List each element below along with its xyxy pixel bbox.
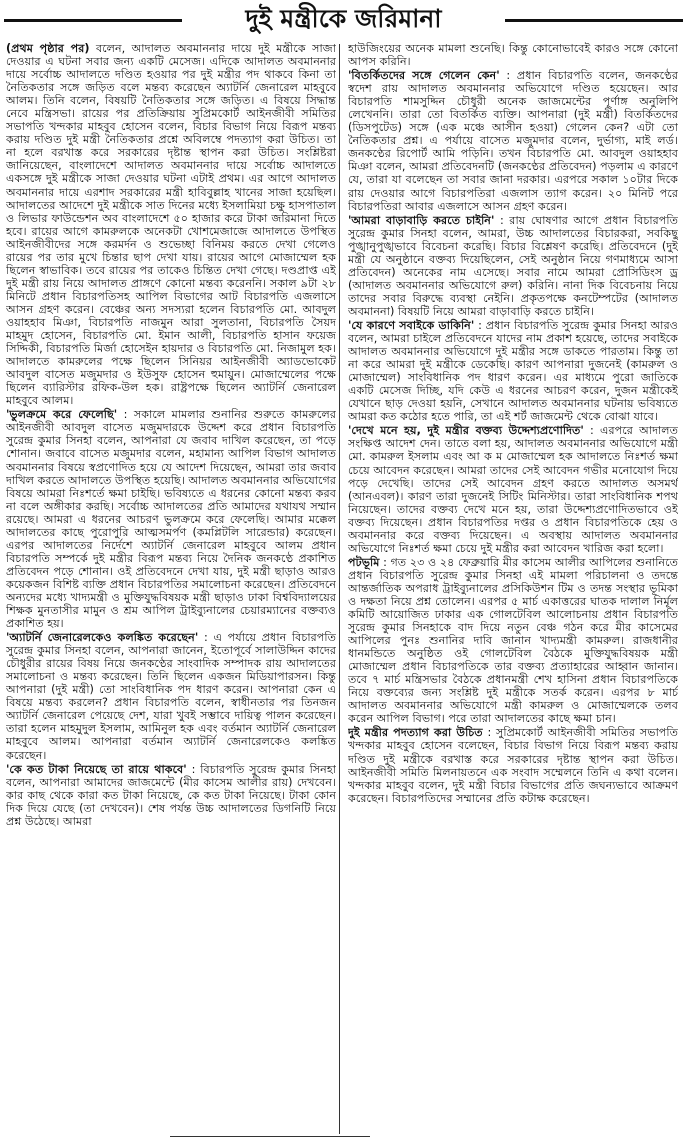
paragraph bbox=[348, 42, 678, 68]
bottom-rule bbox=[170, 1136, 370, 1147]
subheading: 'ভুলক্রমে করে ফেলেছি' bbox=[6, 408, 118, 422]
right-column bbox=[348, 42, 678, 1136]
headline: দুই মন্ত্রীকে জরিমানা bbox=[245, 4, 442, 33]
headline-rule-left bbox=[4, 19, 182, 22]
paragraph bbox=[6, 763, 336, 828]
headline-rule-right bbox=[505, 19, 683, 22]
subheading: পটভূমি bbox=[348, 555, 380, 569]
column-divider bbox=[339, 44, 340, 1134]
subheading: 'কে কত টাকা নিয়েছে তা রায়ে থাকবে' bbox=[6, 762, 187, 776]
subheading: 'আমরা বাড়াবাড়ি করতে চাইনি' bbox=[348, 213, 495, 227]
paragraph bbox=[348, 556, 678, 726]
paragraph bbox=[6, 42, 336, 407]
subheading: 'যে কারণে সবাইকে ডাকিনি' bbox=[348, 318, 475, 332]
subheading: দুই মন্ত্রীর পদত্যাগ করা উচিত bbox=[348, 726, 483, 740]
paragraph-text: : এ পর্যায়ে প্রধান বিচারপতি সুরেন্দ্র কুমার সিনহা বলেন, আপনারা জানেন, ইতোপূর্বে সালাউদ্দিন কাদের চৌধুরীর রায়ের বিষয় নিয়ে জনকণ্ঠের সাংবাদিক সম্পাদক রায় আদালতের সমালোচনা ও মন্তব্য করেছেন। তিনি ছিলেন একজন মিডিয়াপারসন। কিন্তু আপনারা (দুই মন্ত্রী) তো সাংবিধানিক পদ ধারণ করেন। আপনারা কেন এ বিষয়ে মন্তব্য করলেন? প্রধান বিচারপতি বলেন, স্বাধীনতার পর তিনজন অ্যাটর্নি জেনারেল পেয়েছে দেশ, যারা খুবই সম্ভাবে দায়িত্ব পালন করেছেন। তারা হলেন মাহমুদুল ইসলাম, আমিনুল হক এবং বর্তমান অ্যাটর্নি জেনারেল মাহবুবে আলম। আপনারা বর্তমান অ্যাটর্নি জেনারেলকেও কলঙ্কিত করেছেন। bbox=[6, 631, 336, 762]
paragraph-text: : সকালে মামলার শুনানির শুরুতে কামরুলের আইনজীবী আবদুল বাসেত মজুমদারকে উদ্দেশ করে প্রধান বিচারপতি সুরেন্দ্র কুমার সিনহা বলেন, আপনারা যে জবাব দাখিল করেছেন, তা পড়ে শোনান। জবাবে বাসেত মজুমদার বলেন, মহামান্য আপিল বিভাগ আদালত অবমাননার বিষয়ে স্বপ্রণোদিত হয়ে যে আদেশ দিয়েছেন, আমরা তার জবাব দাখিল করতে আদালতে উপস্থিত হয়েছি। আদালত অবমাননার অভিযোগের বিষয়ে আমরা নিঃশর্তে ক্ষমা চাইছি। ভবিষ্যতে এ ধরনের কোনো মন্তব্য করব না বলে অঙ্গীকার করছি। সর্বোচ্চ আদালতের প্রতি আমাদের যথাযথ সম্মান রয়েছে। আমরা এ ধরনের আচরণ ভুলক্রমে করে ফেলেছি। আমার মক্কেল আদালতের কাছে পুরোপুরি আত্মসমর্পণ (কমপ্লিটলি সারেন্ডার) করেছেন। এরপর আদালতের নির্দেশে অ্যাটর্নি জেনারেল মাহবুবে আলম প্রধান বিচারপতি সম্পর্কে দুই মন্ত্রীর বিরূপ মন্তব্য নিয়ে দৈনিক জনকণ্ঠে প্রকাশিত প্রতিবেদন পড়ে শোনান। ওই প্রতিবেদনে দেখা যায়, দুই মন্ত্রী ছাড়াও আরও কয়েকজন বিশিষ্ট ব্যক্তি প্রধান বিচারপতির সমালোচনা করেছেন। প্রতিবেদনে অন্যদের মধ্যে খাদ্যমন্ত্রী ও মুক্তিযুদ্ধবিষয়ক মন্ত্রী ছাড়াও ঢাকা বিশ্ববিদ্যালয়ের শিক্ষক মুনতাসীর মামুন ও শ্রম আপিল ট্রাইব্যুনালের চেয়ারম্যানের বক্তব্যও প্রকাশিত হয়। bbox=[6, 408, 336, 631]
headline-bar bbox=[0, 0, 687, 40]
subheading: (প্রথম পৃষ্ঠার পর) bbox=[6, 42, 90, 55]
paragraph-text: হাউজিংয়ের অনেক মামলা শুনেছি। কিন্তু কোনোভাবেই কারও সঙ্গে কোনো আপস করিনি। bbox=[348, 42, 678, 69]
paragraph bbox=[348, 214, 678, 318]
paragraph-text: : রায় ঘোষণার আগে প্রধান বিচারপতি সুরেন্দ্র কুমার সিনহা বলেন, আমরা, উচ্চ আদালতের বিচারকরা, সবকিছু পুঙ্খানুপুঙ্খভাবে বিবেচনা করেছি। বিচার বিশ্লেষণ করেছি। প্রতিবেদনে (দুই মন্ত্রী যে অনুষ্ঠানে বক্তব্য দিয়েছিলেন, সেই অনুষ্ঠান নিয়ে গণমাধ্যমে আসা প্রতিবেদন) অনেকের নাম এসেছে। সবার নামে আমরা প্রোসিডিংস ড্র (আদালত অবমাননার অভিযোগে রুল) করিনি। নানা দিক বিবেচনায় নিয়ে তাদের সবার বিরুদ্ধে ব্যবস্থা নেইনি। প্রকৃতপক্ষে কনটেম্পটের (আদালত অবমাননা) বিষয়টি নিয়ে আমরা বাড়াবাড়ি করতে চাইনি। bbox=[348, 213, 678, 318]
paragraph-text: বলেন, আদালত অবমাননার দায়ে দুই মন্ত্রীকে সাজা দেওয়ার এ ঘটনা সবার জন্য একটি মেসেজ। এদিকে আদালত অবমাননার দায়ে সর্বোচ্চ আদালতে দণ্ডিত হওয়ার পর দুই মন্ত্রীর পদ থাকবে কিনা তা নৈতিকতার সঙ্গে জড়িত বলে মন্তব্য করেছেন অ্যাটর্নি জেনারেল মাহবুবে আলম। তিনি বলেন, বিষয়টি নৈতিকতার সঙ্গে জড়িত। এ বিষয়ে সিদ্ধান্ত নেবে মন্ত্রিসভা। রায়ের পর প্রতিক্রিয়ায় সুপ্রিমকোর্ট আইনজীবী সমিতির সভাপতি খন্দকার মাহবুব হোসেন বলেন, বিচার বিভাগ নিয়ে বিরূপ মন্তব্য করায় দণ্ডিত দুই মন্ত্রী নৈতিকতার প্রশ্নে অবিলম্বে পদত্যাগ করা উচিত। তা না হলে বরখাস্ত করে সরকারের দৃষ্টান্ত স্থাপন করা উচিত। সংশ্লিষ্টরা জানিয়েছেন, বাংলাদেশে আদালত অবমাননার দায়ে সর্বোচ্চ আদালতে একসঙ্গে দুই মন্ত্রীকে সাজা দেওয়ার ঘটনা এটাই প্রথম। এর আগে আদালত অবমাননার দায়ে এরশাদ সরকারের মন্ত্রী হাবিবুল্লাহ খানের সাজা হয়েছিল। আদালতের আদেশে দুই মন্ত্রীকে সাত দিনের মধ্যে ইসলামিয়া চক্ষু হাসপাতাল ও লিভার ফাউন্ডেশন অব বাংলাদেশে ৫০ হাজার করে টাকা জরিমানা দিতে হবে। রায়ের আগে কামরুলকে অনেকটা খোশমেজাজে আদালতে উপস্থিত আইনজীবীদের সঙ্গে করমর্দন ও শুভেচ্ছা বিনিময় করতে দেখা গেলেও রায়ের পর তার মুখে চিন্তার ছাপ দেখা যায়। রায়ের আগে মোজাম্মেল হক ছিলেন স্বাভাবিক। তবে রায়ের পর তাকেও চিন্তিত দেখা গেছে। দণ্ডপ্রাপ্ত এই দুই মন্ত্রী রায় নিয়ে আদালত প্রাঙ্গণে কোনো মন্তব্য করেননি। সকাল ৯টা ২৮ মিনিটে প্রধান বিচারপতিসহ আপিল বিভাগের আট বিচারপতি এজলাসে আসন গ্রহণ করেন। বেঞ্চের অন্য সদস্যরা হলেন বিচারপতি মো. আবদুল ওয়াহহাব মিঞা, বিচারপতি নাজমুন আরা সুলতানা, বিচারপতি সৈয়দ মাহমুদ হোসেন, বিচারপতি মো. ইমান আলী, বিচারপতি হাসান ফয়েজ সিদ্দিকী, বিচারপতি মির্জা হোসেইন হায়দার ও বিচারপতি মো. নিজামুল হক। আদালতে কামরুলের পক্ষে ছিলেন সিনিয়র আইনজীবী অ্যাডভোকেট আবদুল বাসেত মজুমদার ও ইউসুফ হোসেন হুমায়ুন। মোজাম্মেলের পক্ষে ছিলেন ব্যারিস্টার রফিক-উল হক। রাষ্ট্রপক্ষে ছিলেন অ্যাটর্নি জেনারেল মাহবুবে আলম। bbox=[6, 42, 336, 408]
subheading: 'বিতর্কিতদের সঙ্গে গেলেন কেন' bbox=[348, 69, 500, 83]
paragraph bbox=[6, 631, 336, 761]
paragraph bbox=[6, 408, 336, 630]
paragraph-text: : এরপরে আদালত সংক্ষিপ্ত আদেশ দেন। তাতে বলা হয়, আদালত অবমাননার অভিযোগে মন্ত্রী মো. কামরুল ইসলাম এবং আ ক ম মোজাম্মেল হক আদালতে নিঃশর্ত ক্ষমা চেয়ে আবেদন করেছেন। আমরা তাদের সেই আবেদন গভীর মনোযোগ দিয়ে পড়ে দেখেছি। তাদের সেই আবেদন গ্রহণ করতে আদালত অসমর্থ (আনএবল)। কারণ তারা দুজনেই সিটিং মিনিস্টার। তারা সাংবিধানিক শপথ নিয়েছেন। তাদের বক্তব্য দেখে মনে হয়, তারা উদ্দেশ্যপ্রণোদিতভাবে ওই বক্তব্য দিয়েছেন। প্রধান বিচারপতির দপ্তর ও প্রধান বিচারপতিকে হেয় ও অবমাননার করে বক্তব্য দিয়েছেন। এ অবস্থায় আদালত অবমাননার অভিযোগে নিঃশর্ত ক্ষমা চেয়ে দুই মন্ত্রীর করা আবেদন খারিজ করা হলো। bbox=[348, 424, 678, 555]
paragraph-text: : প্রধান বিচারপতি বলেন, জনকণ্ঠের স্বদেশ রায় আদালত অবমাননার অভিযোগে দণ্ডিত হয়েছেন। আর বিচারপতি শামসুদ্দিন চৌধুরী অনেক জাজমেন্টের পূর্ণাঙ্গ অনুলিপি লেখেননি। তারা তো বিতর্কিত ব্যক্তি। আপনারা (দুই মন্ত্রী) বিতর্কিতদের (ডিসপুটেড) সঙ্গে (এক মঞ্চে আসীন হওয়া) গেলেন কেন? এটা তো নৈতিকতার প্রশ্ন। এ পর্যায়ে বাসেত মজুমদার বলেন, দুর্ভাগ্য, মাই লর্ড। জনকণ্ঠের রিপোর্ট আমি পড়িনি। তখন বিচারপতি মো. আবদুল ওয়াহহাব মিঞা বলেন, আমরা প্রতিবেদনটি (জনকণ্ঠের প্রতিবেদন) পড়লাম এ কারণে যে, তারা যা বলেছেন তা সবার জানা দরকার। এরপরে সকাল ১০টার দিকে রায় দেওয়ার আগে বিচারপতিরা এজলাস ত্যাগ করেন। ২০ মিনিট পরে বিচারপতিরা আবার এজলাসে আসন গ্রহণ করেন। bbox=[348, 69, 678, 213]
subheading: 'দেখে মনে হয়, দুই মন্ত্রীর বক্তব্য উদ্দেশ্যপ্রণোদিত' bbox=[348, 424, 584, 438]
paragraph bbox=[348, 424, 678, 554]
paragraph-text: : প্রধান বিচারপতি সুরেন্দ্র কুমার সিনহা আরও বলেন, আমরা চাইলে প্রতিবেদনে যাদের নাম প্রকাশ হয়েছে, তাদের সবাইকে আদালত অবমাননার অভিযোগে দুই মন্ত্রীর সঙ্গে ডাকতে পারতাম। কিন্তু তা না করে আমরা দুই মন্ত্রীকে ডেকেছি। কারণ আপনারা দুজনেই (কামরুল ও মোজাম্মেল) সাংবিধানিক পদ ধারণ করেন। এর মাধ্যমে পুরো জাতিকে একটি মেসেজ দিচ্ছি, যদি কেউ এ ধরনের আচরণ করেন, দুজন মন্ত্রীকেই যেখানে ছাড় দেওয়া হয়নি, সেখানে আদালত অবমাননার ঘটনায় ভবিষ্যতে আমরা কত কঠোর হতে পারি, তা এই শর্ট জাজমেন্ট থেকে বোঝা যাবে। bbox=[348, 318, 678, 424]
paragraph-text: : সুপ্রিমকোর্ট আইনজীবী সমিতির সভাপতি খন্দকার মাহবুব হোসেন বলেছেন, বিচার বিভাগ নিয়ে বিরূপ মন্তব্য করায় দণ্ডিত দুই মন্ত্রীকে বরখাস্ত করে সরকারের দৃষ্টান্ত স্থাপন করা উচিত। আইনজীবী সমিতি মিলনায়তনে এক সংবাদ সম্মেলনে তিনি এ কথা বলেন। খন্দকার মাহবুব বলেন, দুই মন্ত্রী বিচার বিভাগের প্রতি জঘন্যভাবে আক্রমণ করেছেন। বিচারপতিদের সম্মানের প্রতি কটাক্ষ করেছেন। bbox=[348, 726, 678, 805]
paragraph bbox=[348, 319, 678, 423]
paragraph bbox=[348, 69, 678, 213]
paragraph bbox=[348, 726, 678, 804]
subheading: 'অ্যাটর্নি জেনারেলকেও কলঙ্কিত করেছেন' bbox=[6, 631, 199, 645]
left-column bbox=[6, 42, 336, 1136]
paragraph-text: : বিচারপতি সুরেন্দ্র কুমার সিনহা বলেন, আপনারা আমাদের জাজমেন্টে (মীর কাসেম আলীর রায়) দেখবেন। কার কাছ থেকে কারা কত টাকা নিয়েছে, কে কত টাকা নিয়েছে। টাকা কোন দিক দিয়ে যেছে (তা দেখবেন)। শেষ পর্যন্ত উচ্চ আদালতের ডিগনিটি নিয়ে প্রশ্ন উঠেছে। আমরা bbox=[6, 762, 336, 828]
paragraph-text: : গত ২৩ ও ২৪ ফেব্রুয়ারি মীর কাসেম আলীর আপিলের শুনানিতে প্রধান বিচারপতি সুরেন্দ্র কুমার সিনহা এই মামলা পরিচালনা ও তদন্তে আন্তর্জাতিক অপরাধ ট্রাইব্যুনালের প্রসিকিউশন টিম ও তদন্ত সংস্থার ভূমিকা ও দক্ষতা নিয়ে প্রশ্ন তোলেন। এরপর ৫ মার্চ একাত্তরের ঘাতক দালাল নির্মূল কমিটি আয়োজিত ঢাকার এক গোলটেবিল আলোচনায় প্রধান বিচারপতি সুরেন্দ্র কুমার সিনহাকে বাদ দিয়ে নতুন বেঞ্চ গঠন করে মীর কাসেমের আপিলের পুনঃ শুনানির দাবি জানান খাদ্যমন্ত্রী কামরুল। রাজধানীর ধানমন্ডিতে অনুষ্ঠিত ওই গোলটেবিল বৈঠকে মুক্তিযুদ্ধবিষয়ক মন্ত্রী মোজাম্মেল প্রধান বিচারপতিকে তার বক্তব্য প্রত্যাহারের আহ্বান জানান। তবে ৭ মার্চ মন্ত্রিসভার বৈঠকে প্রধানমন্ত্রী শেখ হাসিনা প্রধান বিচারপতিকে নিয়ে বক্তব্যের জন্য সংশ্লিষ্ট দুই মন্ত্রীকে সতর্ক করেন। এরপর ৮ মার্চ আদালত অবমাননার অভিযোগে মন্ত্রী কামরুল ও মোজাম্মেলকে তলব করেন আপিল বিভাগ। পরে তারা আদালতের কাছে ক্ষমা চান। bbox=[348, 555, 678, 726]
